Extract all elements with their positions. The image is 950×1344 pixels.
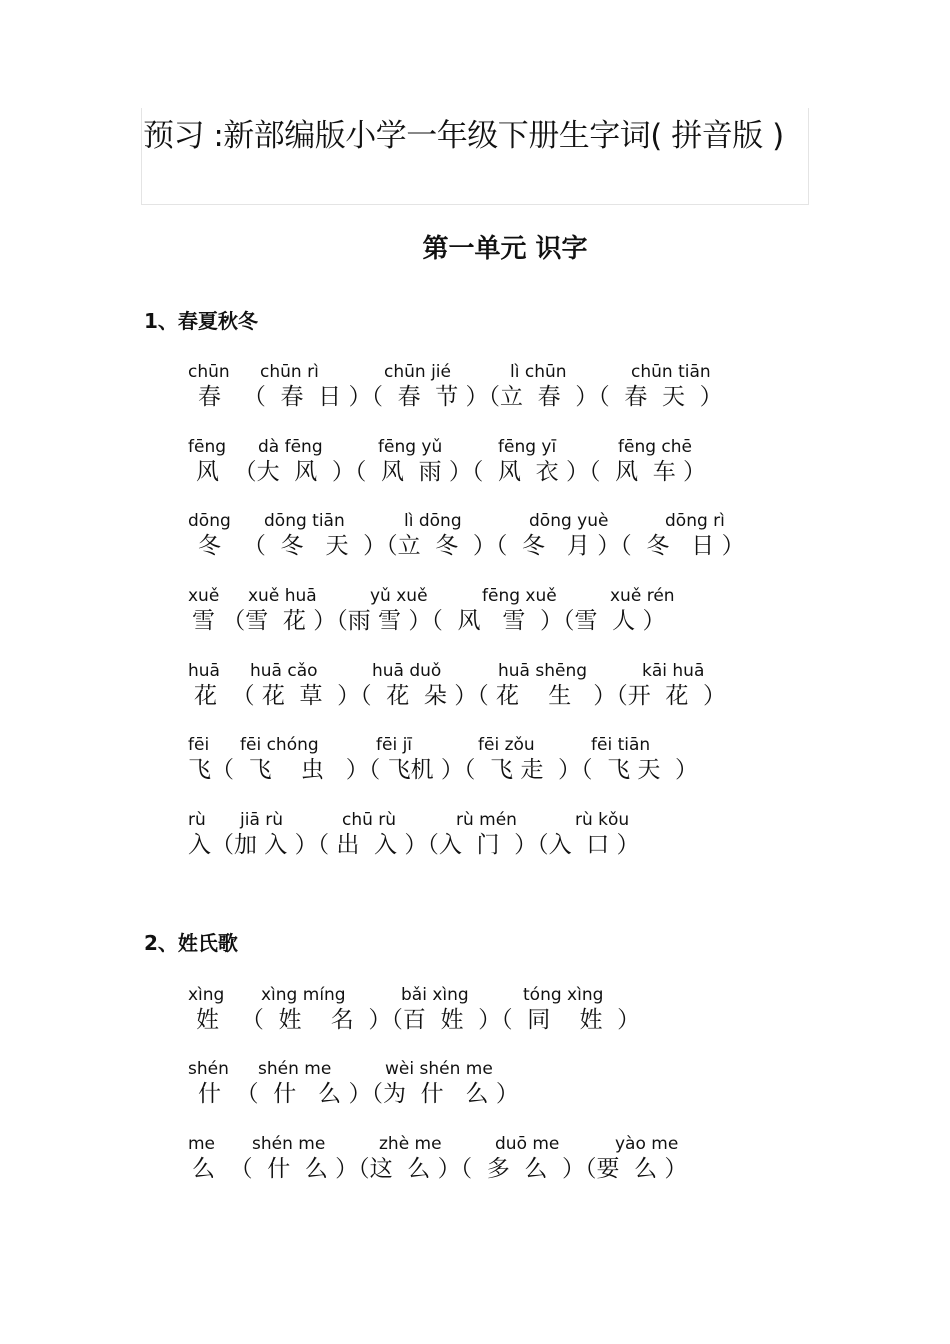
hanzi-line: 风 （大 风 ）（ 风 雨 ）（ 风 衣 ）（ 风 车 ） xyxy=(196,459,707,485)
hanzi-line: 春 （ 春 日 ）（ 春 节 ）（立 春 ）（ 春 天 ） xyxy=(198,384,723,410)
word-row xyxy=(188,810,808,860)
unit-title: 第一单元 识字 xyxy=(422,234,588,264)
word-row xyxy=(188,661,808,711)
word-row xyxy=(188,1134,808,1184)
pinyin: lì dōng xyxy=(404,511,462,531)
pinyin: fēng chē xyxy=(618,437,692,457)
pinyin: bǎi xìng xyxy=(401,985,469,1005)
pinyin: huā duǒ xyxy=(372,661,442,681)
pinyin: fēng yī xyxy=(498,437,557,457)
pinyin: rù mén xyxy=(456,810,517,830)
word-row xyxy=(188,985,808,1035)
pinyin: chūn tiān xyxy=(631,362,711,382)
hanzi-line: 花 （ 花 草 ）（ 花 朵 ）（ 花 生 ）（开 花 ） xyxy=(194,683,726,709)
pinyin: tóng xìng xyxy=(523,985,604,1005)
pinyin: dōng rì xyxy=(665,511,725,531)
pinyin: me xyxy=(188,1134,216,1154)
pinyin: shén me xyxy=(252,1134,326,1154)
pinyin: wèi shén me xyxy=(385,1059,493,1079)
hanzi-line: 冬 （ 冬 天 ）（立 冬 ）（ 冬 月 ）（ 冬 日 ） xyxy=(198,533,745,559)
document-title: 预习 :新部编版小学一年级下册生字词( 拼音版 ) xyxy=(143,118,784,154)
hanzi-line: 雪 （雪 花 ）（雨 雪 ）（ 风 雪 ）（雪 人 ） xyxy=(192,608,666,634)
lesson-title-2: 2、姓氏歌 xyxy=(144,931,238,955)
pinyin: fēng yǔ xyxy=(378,437,443,457)
pinyin: yào me xyxy=(615,1134,679,1154)
pinyin: huā shēng xyxy=(498,661,588,681)
pinyin: xuě huā xyxy=(248,586,317,606)
pinyin: zhè me xyxy=(379,1134,442,1154)
pinyin: fēi chóng xyxy=(240,735,319,755)
pinyin: huā xyxy=(188,661,220,681)
hanzi-line: 什 （ 什 么 ）（为 什 么 ） xyxy=(198,1081,519,1107)
pinyin: fēi zǒu xyxy=(478,735,535,755)
lesson-title-1: 1、春夏秋冬 xyxy=(144,309,258,333)
word-row xyxy=(188,735,808,785)
pinyin: dōng yuè xyxy=(529,511,609,531)
pinyin: xuě rén xyxy=(610,586,675,606)
pinyin: shén xyxy=(188,1059,229,1079)
pinyin: fēi jī xyxy=(376,735,413,755)
pinyin: xuě xyxy=(188,586,220,606)
pinyin: dōng xyxy=(188,511,231,531)
pinyin: xìng míng xyxy=(261,985,346,1005)
pinyin: kāi huā xyxy=(642,661,705,681)
pinyin: duō me xyxy=(495,1134,560,1154)
pinyin: chūn rì xyxy=(260,362,319,382)
pinyin: shén me xyxy=(258,1059,332,1079)
pinyin: rù xyxy=(188,810,206,830)
pinyin: xìng xyxy=(188,985,225,1005)
word-row xyxy=(188,586,808,636)
pinyin: fēng xuě xyxy=(482,586,557,606)
pinyin: chūn xyxy=(188,362,230,382)
pinyin: fēi tiān xyxy=(591,735,651,755)
pinyin: dōng tiān xyxy=(264,511,345,531)
pinyin: yǔ xuě xyxy=(370,586,428,606)
pinyin: huā cǎo xyxy=(250,661,318,681)
hanzi-line: 么 （ 什 么 ）（这 么 ）（ 多 么 ）（要 么 ） xyxy=(192,1156,688,1182)
hanzi-line: 入（加 入 ）（ 出 入 ）（入 门 ）（入 口 ） xyxy=(188,832,640,858)
word-row xyxy=(188,1059,808,1109)
word-row xyxy=(188,511,808,561)
pinyin: chūn jié xyxy=(384,362,451,382)
hanzi-line: 姓 （ 姓 名 ）（百 姓 ）（ 同 姓 ） xyxy=(196,1007,641,1033)
pinyin: chū rù xyxy=(342,810,397,830)
pinyin: lì chūn xyxy=(510,362,567,382)
pinyin: jiā rù xyxy=(240,810,284,830)
word-row xyxy=(188,362,808,412)
pinyin: fēng xyxy=(188,437,227,457)
pinyin: rù kǒu xyxy=(575,810,630,830)
pinyin: dà fēng xyxy=(258,437,323,457)
hanzi-line: 飞（ 飞 虫 ）（ 飞机 ）（ 飞 走 ）（ 飞 天 ） xyxy=(188,757,699,783)
pinyin: fēi xyxy=(188,735,210,755)
word-row xyxy=(188,437,808,487)
